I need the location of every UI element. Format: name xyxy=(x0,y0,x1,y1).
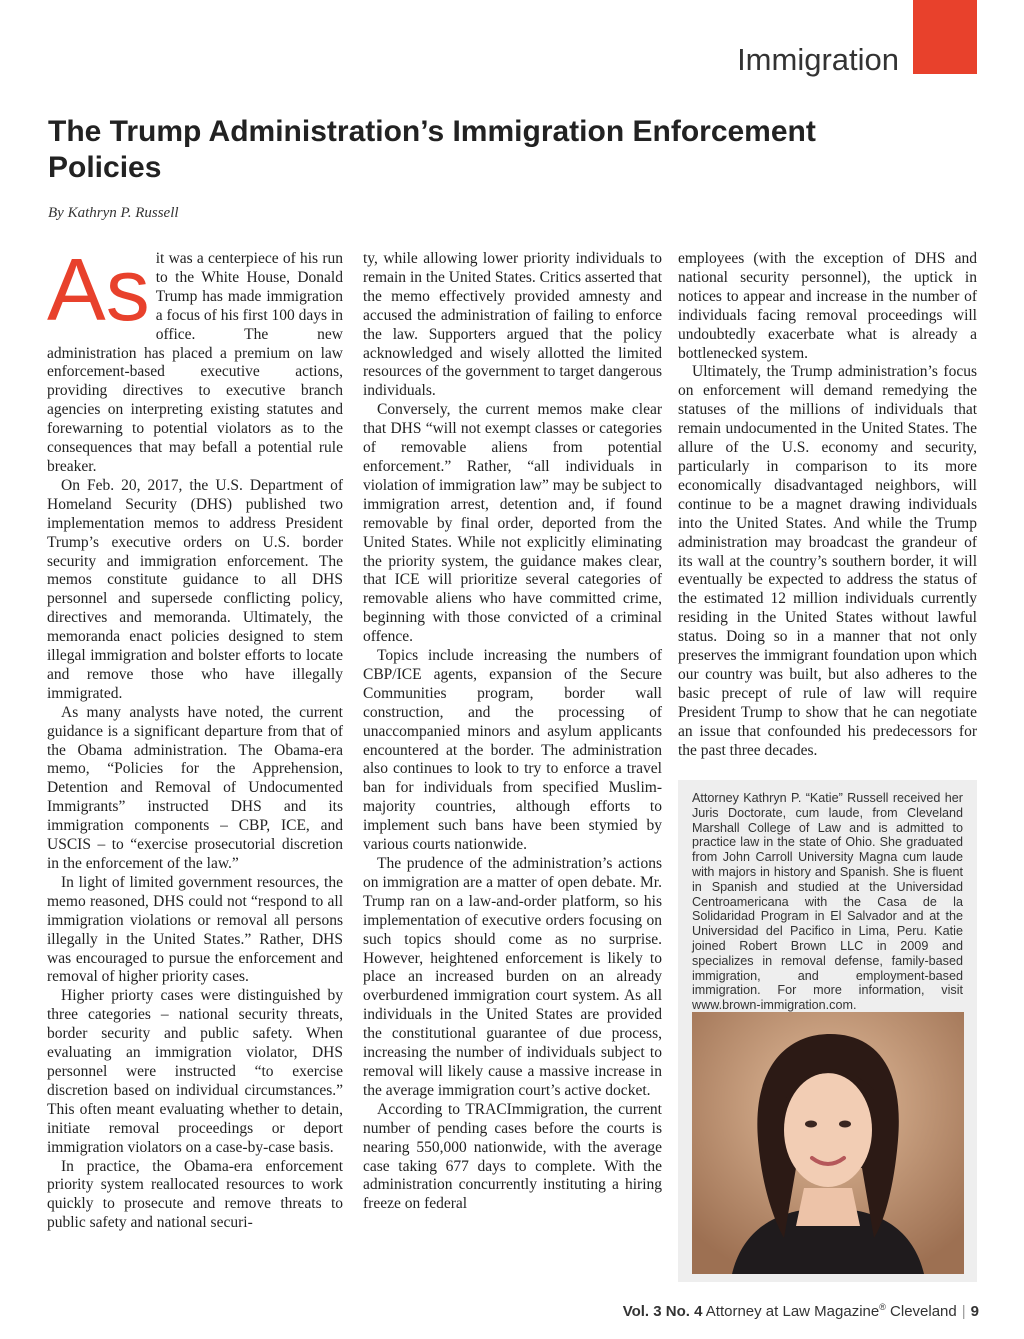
article-column-2 xyxy=(363,250,662,1214)
drop-cap: As xyxy=(47,240,150,339)
article-paragraph: ty, while allowing lower priority individuals to remain in the United States. Critics asserted that the memo effectively provided amnesty and accused the administration of failing to enforce the law. Supporters argued that the policy acknowledged and wisely allotted the limited resources of the government to target dangerous individuals. xyxy=(363,250,662,400)
section-label: Immigration xyxy=(737,42,899,77)
author-portrait-illustration xyxy=(692,1012,964,1274)
article-paragraph: The prudence of the administration’s actions on immigration are a matter of open debate. Mr. Trump ran on a law-and-order platform, so his implementation of executive orders focusing on such topics should come as no surprise. However, heightened enforcement is likely to place an increased burden on an already overburdened immigration court system. As all individuals in the United States are provided the constitutional guarantee of due process, increasing the number of individuals subject to removal will likely cause a massive increase in the average immigration court’s active docket. xyxy=(363,855,662,1099)
article-title: The Trump Administration’s Immigration Enforcement Policies xyxy=(48,115,816,184)
article-paragraph: As many analysts have noted, the current guidance is a significant departure from that of the Obama administration. The Obama-era memo, “Policies for the Apprehension, Detention and Removal of Undocumented Immigrants” instructed DHS and its immigration components – CBP, ICE, and USCIS – to “exercise prosecutorial discretion in the enforcement of the law.” xyxy=(47,703,343,872)
magazine-city: Cleveland xyxy=(890,1303,957,1320)
author-bio-box xyxy=(678,780,977,1282)
page-footer xyxy=(623,1302,979,1320)
article-paragraph: In light of limited government resources, the memo reasoned, DHS could not “respond to all immigration violations or removal all persons illegally in the United States.” Rather, DHS was encouraged to pursue the enforcement and removal of higher priority cases. xyxy=(47,873,343,986)
paragraph-text: it was a centerpiece of his run to the White House, Donald Trump has made immigration a focus of his first 100 days in office. The new administration has placed a premium on law enforcement-based executive actions, providing directives to executive branch agencies on interpreting existing statutes and forewarning to potential violators as to the consequences that may befall a potential rule breaker. xyxy=(47,250,343,475)
article-column-3 xyxy=(678,250,977,760)
magazine-name: Attorney at Law Magazine xyxy=(705,1303,880,1320)
issue-number: Vol. 3 No. 4 xyxy=(622,1303,703,1320)
byline: By Kathryn P. Russell xyxy=(48,205,179,221)
article-paragraph xyxy=(47,240,343,477)
article-paragraph: Higher priorty cases were distinguished by three categories – national security threats, border security and public safety. When evaluating an immigration violator, DHS personnel were instructed “to exercise discretion based on individual circumstances.” This often meant evaluating whether to detain, initiate removal proceedings or deport immigration violators on a case-by-case basis. xyxy=(47,987,343,1156)
registered-mark: ® xyxy=(879,1302,886,1312)
section-color-tab xyxy=(913,0,977,74)
article-paragraph: Ultimately, the Trump administration’s focus on enforcement will demand remedying the statuses of the millions of individuals that remain undocumented in the United States. The allure of the U.S. economy and security, particularly in comparison to its more economically disadvantaged neighbors, will continue to be a magnet drawing individuals into the United States. And while the Trump administration may broadcast the grandeur of its wall at the country’s southern border, it will eventually be expected to address the status of the estimated 12 million individuals currently residing in the United States without lawful status. Doing so in a manner that not only preserves the immigrant foundation upon which our country was built, but also adheres to the basic precept of rule of law will require President Trump to show that he can negotiate an issue that confounded his predecessors for the past three decades. xyxy=(678,363,977,759)
footer-separator: | xyxy=(961,1303,966,1320)
author-photo xyxy=(692,1012,964,1274)
article-paragraph: Conversely, the current memos make clear that DHS “will not exempt classes or categories of removable aliens from potential enforcement.” Rather, “all individuals in violation of immigration law” may be subject to immigration arrest, detention and, if found removable by final order, deported from the United States. While not explicitly eliminating the priority system, the guidance makes clear, that ICE will prioritize several categories of removable aliens who have committed crime, beginning with those convicted of a criminal offence. xyxy=(363,401,662,646)
article-paragraph: Topics include increasing the numbers of CBP/ICE agents, expansion of the Secure Communities program, border wall construction, and the processing of unaccompanied minors and asylum applicants encountered at the border. The administration also continues to look to try to enforce a travel ban for individuals from specified Muslim-majority countries, although efforts to implement such bans have been stymied by various courts nationwide. xyxy=(363,647,662,854)
author-bio-text: Attorney Kathryn P. “Katie” Russell received her Juris Doctorate, cum laude, from Cleveland Marshall College of Law and is admitted to practice law in the state of Ohio. She graduated from John Carroll University Magna cum laude with majors in history and Spanish. She is fluent in Spanish and studied at the Universidad Centroamericana with the Casa de la Solidaridad Program in El Salvador and at the Universidad del Pacifico in Lima, Peru. Katie joined Robert Brown LLC in 2009 and specializes in removal defense, family-based immigration, and employment-based immigration. For more information, visit www.brown-immigration.com. xyxy=(692,791,963,1013)
article-paragraph: employees (with the exception of DHS and national security personnel), the uptick in notices to appear and increase in the number of individuals facing removal proceedings will undoubtedly exacerbate what is already a bottlenecked system. xyxy=(678,250,977,362)
article-paragraph: On Feb. 20, 2017, the U.S. Department of Homeland Security (DHS) published two implementation memos to address President Trump’s executive orders on U.S. border security and immigration enforcement. The memos constitute guidance to all DHS personnel and supersede conflicting policy, directives and memoranda. Ultimately, the memoranda enact policies designed to stem illegal immigration and bolster efforts to locate and remove those who have illegally immigrated. xyxy=(47,476,343,702)
page-number: 9 xyxy=(970,1303,979,1320)
article-column-1 xyxy=(47,240,343,1233)
article-paragraph: In practice, the Obama-era enforcement priority system reallocated resources to work quickly to prosecute and remove threats to public safety and national securi- xyxy=(47,1157,343,1232)
article-paragraph: According to TRACImmigration, the current number of pending cases before the courts is nearing 550,000 nationwide, with the average case taking 677 days to complete. With the administration concurrently instituting a hiring freeze on federal xyxy=(363,1100,662,1213)
